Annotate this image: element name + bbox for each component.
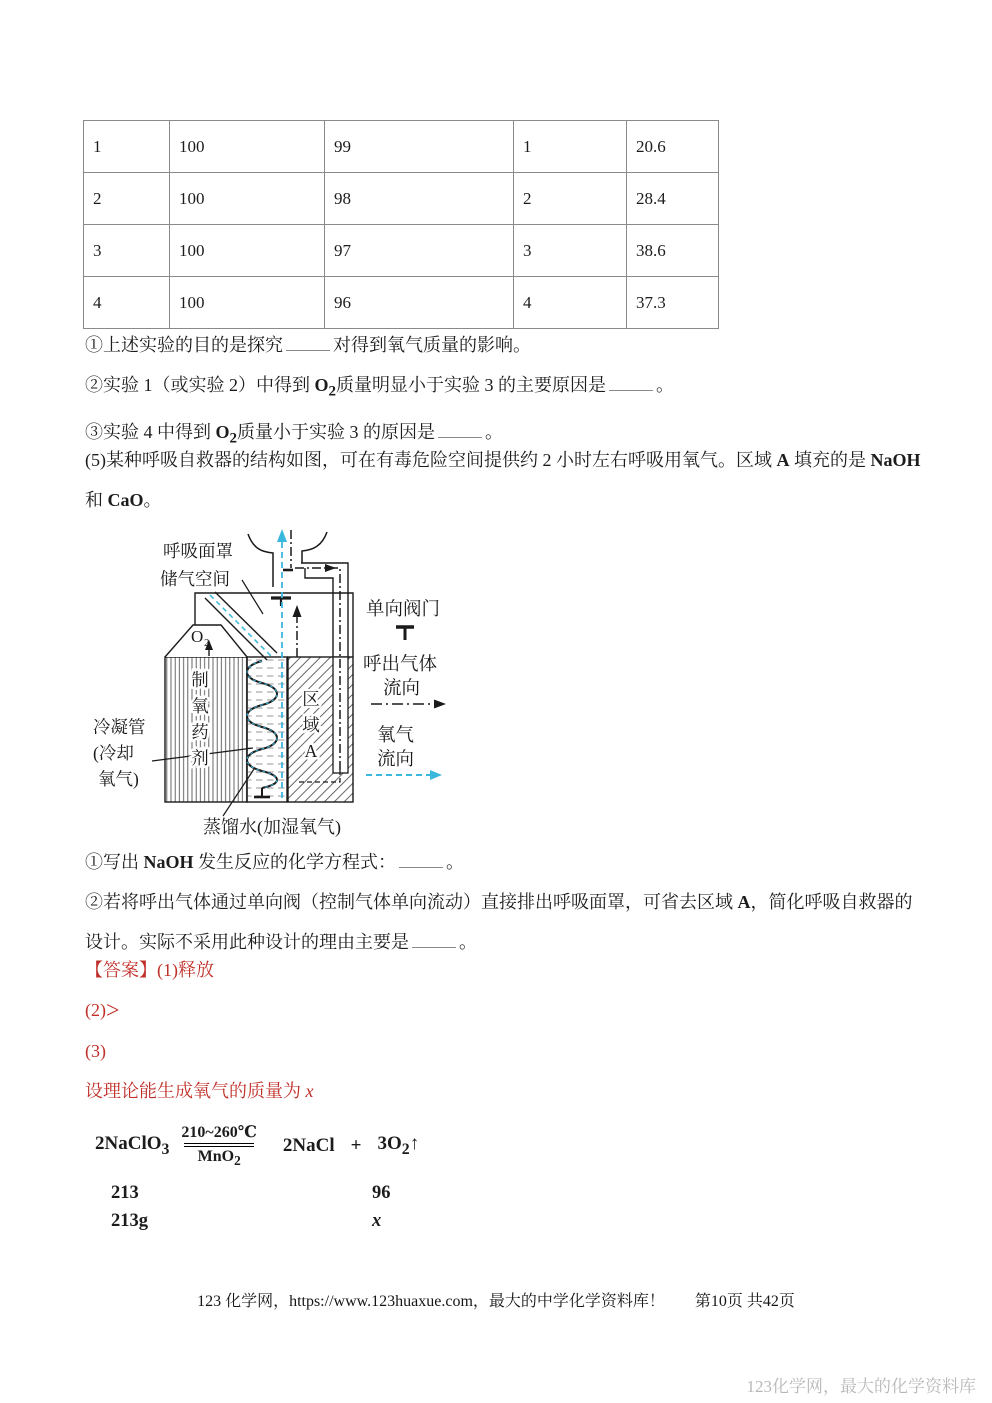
breathing-mask-shape xyxy=(248,532,327,587)
question-block-4 xyxy=(85,325,674,458)
table-cell: 1 xyxy=(514,121,627,173)
answer-blank xyxy=(609,388,653,391)
table-cell: 3 xyxy=(514,225,627,277)
question-line-2: ②实验 1（或实验 2）中得到 $O_2$质量明显小于实验 3 的主要原因是 。 xyxy=(85,375,675,400)
table-row xyxy=(84,225,719,277)
svg-text:药: 药 xyxy=(191,722,209,742)
q5-intro-line-2: 和 CaO。 xyxy=(85,490,162,510)
label-o2: O xyxy=(191,627,204,646)
q5-sub2-line-2: 设计。实际不采用此种设计的理由主要是 。 xyxy=(85,932,477,952)
table-cell: 100 xyxy=(170,277,325,329)
chem-formula-o2: $O_2$ xyxy=(215,421,238,447)
chem-formula-o2: $O_2$ xyxy=(314,375,337,400)
given-mass-row: 213g x xyxy=(111,1211,382,1232)
question-block-5-subs xyxy=(85,842,913,962)
table-cell: 100 xyxy=(170,121,325,173)
table-cell: 2 xyxy=(514,173,627,225)
svg-text:氧气): 氧气) xyxy=(98,769,139,789)
footer-site-text: 123 化学网，https://www.123huaxue.com，最大的中学化学资料库！ xyxy=(197,1293,665,1310)
table-cell: 1 xyxy=(84,121,170,173)
svg-text:剂: 剂 xyxy=(191,748,209,768)
svg-text:氧: 氧 xyxy=(191,696,209,716)
svg-text:A: A xyxy=(304,741,318,761)
legend-oxygen-flow: 流向 xyxy=(377,750,415,770)
table-cell: 4 xyxy=(514,277,627,329)
molar-mass-row: 213 96 xyxy=(111,1183,391,1204)
q5-sub1-line: ①写出 NaOH 发生反应的化学方程式： 。 xyxy=(85,852,465,872)
experiment-data-table xyxy=(83,120,719,329)
svg-text:区: 区 xyxy=(302,689,320,709)
legend-oxygen-arrow xyxy=(366,770,442,780)
equation-reactant: 2NaClO$_3$ xyxy=(95,1132,170,1158)
equation-plus: + xyxy=(350,1134,362,1156)
rescue-device-diagram xyxy=(90,520,560,842)
svg-text:(冷却: (冷却 xyxy=(93,743,134,763)
table-row xyxy=(84,277,719,329)
question-line-3: ③实验 4 中得到 $O_2$质量小于实验 3 的原因是 。 xyxy=(85,421,504,447)
label-condenser xyxy=(93,717,146,789)
q5-sub2-line-1: ②若将呼出气体通过单向阀（控制气体单向流动）直接排出呼吸面罩，可省去区域 A，简化呼吸自救器的 xyxy=(85,892,913,912)
label-o2-sub: 2 xyxy=(204,637,210,649)
table-cell: 100 xyxy=(170,173,325,225)
label-breathing-mask: 呼吸面罩 xyxy=(163,541,233,561)
legend-exhaled-flow: 流向 xyxy=(383,679,421,699)
legend-one-way-valve: 单向阀门 xyxy=(366,600,441,620)
equation-product-1: 2NaCl xyxy=(282,1134,335,1156)
page-footer xyxy=(0,1288,992,1311)
answer-line-1: 【答案】(1)释放 xyxy=(85,960,214,980)
equation-equals-bar xyxy=(184,1143,254,1147)
label-distilled-water: 蒸馏水(加湿氧气) xyxy=(203,817,341,837)
equation-product-2: $3O_2↑$ xyxy=(377,1132,420,1158)
condition-catalyst: MnO$_2$ xyxy=(197,1148,241,1169)
answer-line-3: (3) xyxy=(85,1041,106,1061)
table-cell: 3 xyxy=(84,225,170,277)
table-row xyxy=(84,121,719,173)
legend-oxygen: 氧气 xyxy=(377,726,415,746)
condition-temperature: 210~260℃ xyxy=(181,1124,257,1141)
table-cell: 97 xyxy=(325,225,514,277)
svg-text:域: 域 xyxy=(302,715,320,735)
q5-intro-line-1: (5)某种呼吸自救器的结构如图，可在有毒危险空间提供约 2 小时左右呼吸用氧气。区域 A 填充的是 NaOH xyxy=(85,450,921,470)
answer-blank xyxy=(412,945,456,948)
footer-page-number: 第10页 共42页 xyxy=(694,1293,795,1310)
svg-text:冷凝管: 冷凝管 xyxy=(93,717,146,737)
table-cell: 98 xyxy=(325,173,514,225)
answer-label: 【答案】 xyxy=(85,960,157,980)
table-cell: 99 xyxy=(325,121,514,173)
table-cell: 37.3 xyxy=(627,277,719,329)
answer-blank xyxy=(399,865,443,868)
answer-line-4: 设理论能生成氧气的质量为 x xyxy=(85,1081,314,1101)
storage-pointer-line xyxy=(242,580,263,614)
question-block-5 xyxy=(85,440,921,520)
table-cell: 28.4 xyxy=(627,173,719,225)
table-row xyxy=(84,173,719,225)
answer-line-2: (2)> xyxy=(85,998,120,1024)
legend-valve-icon xyxy=(396,627,414,640)
table-cell: 2 xyxy=(84,173,170,225)
answer-block xyxy=(85,950,314,1111)
table-cell: 4 xyxy=(84,277,170,329)
equation-line xyxy=(95,1122,419,1169)
equation-conditions xyxy=(181,1122,257,1169)
table-cell: 38.6 xyxy=(627,225,719,277)
answer-blank xyxy=(438,435,482,438)
variable-x: x xyxy=(372,1211,382,1232)
table-cell: 100 xyxy=(170,225,325,277)
variable-x: x xyxy=(305,1081,314,1101)
answer-blank xyxy=(286,348,330,351)
watermark: 123化学网，最大的化学资料库 xyxy=(746,1377,976,1396)
one-way-valve-icon xyxy=(271,598,291,606)
svg-text:制: 制 xyxy=(191,670,209,690)
label-gas-storage: 储气空间 xyxy=(160,569,230,589)
question-line-1: ①上述实验的目的是探究 对得到氧气质量的影响。 xyxy=(85,335,531,355)
legend-exhaled-gas: 呼出气体 xyxy=(363,655,438,675)
legend-exhaled-arrow xyxy=(371,700,446,709)
table-cell: 96 xyxy=(325,277,514,329)
chemical-equation xyxy=(95,1122,419,1239)
table-cell: 20.6 xyxy=(627,121,719,173)
